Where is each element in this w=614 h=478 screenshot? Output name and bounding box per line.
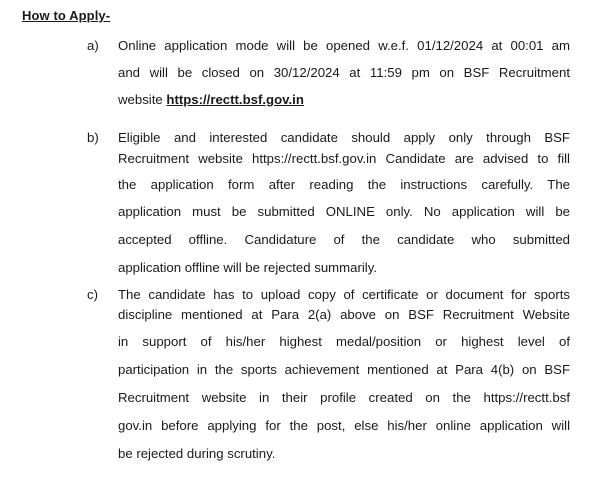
item-b-line-1: Eligible and interested candidate should apply only through BSF	[118, 130, 570, 145]
list-marker-b: b)	[87, 130, 99, 145]
item-c-line-5: Recruitment website in their profile created on the https://rectt.bsf	[118, 390, 570, 405]
item-c-line-2: discipline mentioned at Para 2(a) above on BSF Recruitment Website	[118, 307, 570, 322]
item-c-line-1: The candidate has to upload copy of certificate or document for sports	[118, 287, 570, 302]
item-b-line-3: the application form after reading the instructions carefully. The	[118, 177, 570, 192]
item-a-line-3	[118, 92, 304, 108]
bsf-recruitment-link[interactable]: https://rectt.bsf.gov.in	[166, 92, 304, 107]
item-b-line-4: application must be submitted ONLINE only. No application will be	[118, 204, 570, 219]
item-c-line-3: in support of his/her highest medal/position or highest level of	[118, 334, 570, 349]
item-a-website-label: website	[118, 92, 163, 107]
item-a-line-2: and will be closed on 30/12/2024 at 11:59 pm on BSF Recruitment	[118, 65, 570, 80]
item-c-line-6: gov.in before applying for the post, else his/her online application will	[118, 418, 570, 433]
item-c-line-7: be rejected during scrutiny.	[118, 446, 276, 461]
item-b-line-5: accepted offline. Candidature of the candidate who submitted	[118, 232, 570, 247]
list-marker-c: c)	[87, 287, 98, 302]
item-a-line-1: Online application mode will be opened w.e.f. 01/12/2024 at 00:01 am	[118, 38, 570, 53]
section-heading: How to Apply-	[22, 8, 111, 23]
item-b-line-2: Recruitment website https://rectt.bsf.gov.in Candidate are advised to fill	[118, 151, 570, 166]
list-marker-a: a)	[87, 38, 99, 53]
item-c-line-4: participation in the sports achievement mentioned at Para 4(b) on BSF	[118, 362, 570, 377]
item-b-line-6: application offline will be rejected summarily.	[118, 260, 377, 275]
